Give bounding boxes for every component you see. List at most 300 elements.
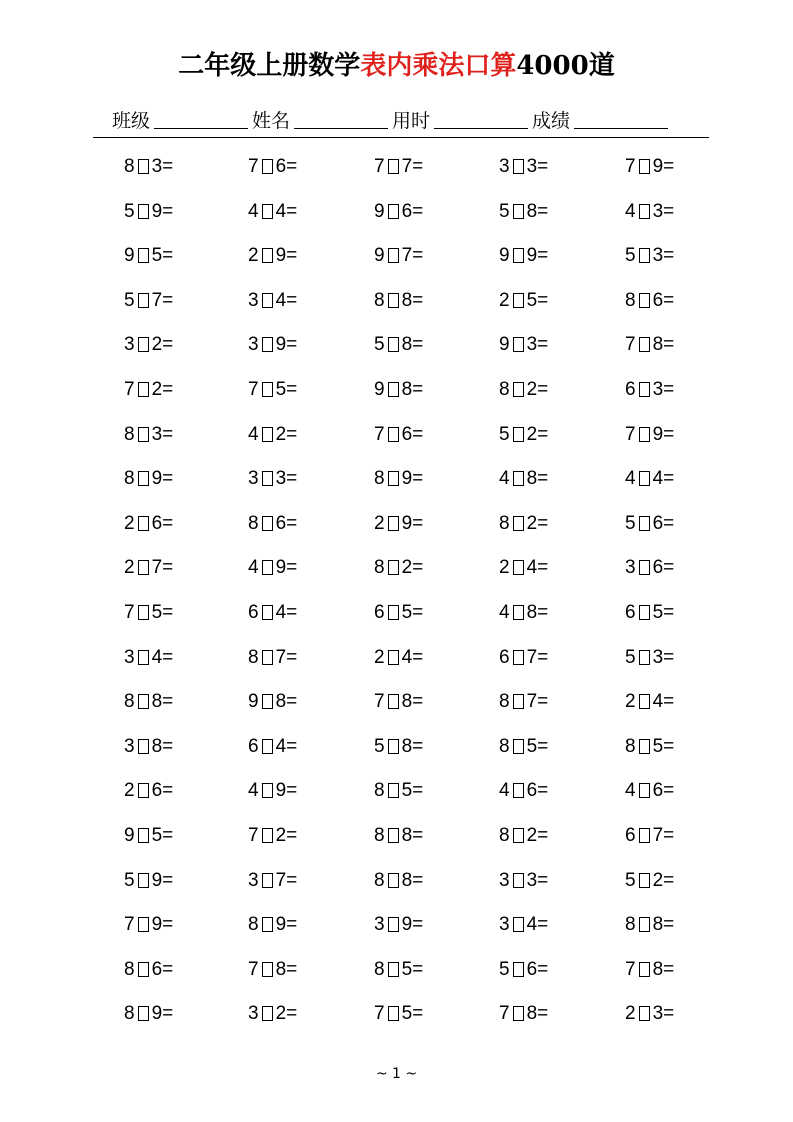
box-glyph-icon (513, 828, 524, 843)
problem-item (124, 816, 173, 861)
operand-b: 5 (401, 780, 413, 802)
problem-item (499, 147, 548, 192)
problem-item (625, 682, 674, 727)
box-glyph-icon (138, 427, 149, 442)
operand-b: 9 (401, 512, 413, 534)
operand-a: 8 (124, 958, 135, 980)
operand-b: 4 (151, 646, 163, 668)
problem-item (625, 370, 674, 415)
box-glyph-icon (639, 694, 650, 709)
operand-a: 5 (124, 200, 135, 222)
equals-sign: = (537, 646, 549, 668)
operand-a: 8 (374, 289, 385, 311)
box-glyph-icon (513, 248, 524, 263)
operand-b: 9 (151, 200, 163, 222)
operand-b: 6 (275, 156, 287, 177)
equals-sign: = (286, 557, 298, 579)
operand-b: 9 (275, 245, 287, 267)
box-glyph-icon (513, 159, 524, 174)
operand-b: 9 (401, 914, 413, 936)
equals-sign: = (286, 691, 298, 713)
problem-item (625, 548, 674, 593)
problem-row (124, 861, 724, 906)
problem-item (374, 727, 423, 772)
box-glyph-icon (513, 337, 524, 352)
box-glyph-icon (388, 605, 399, 620)
operand-b: 2 (526, 512, 538, 534)
operand-a: 8 (625, 735, 636, 757)
operand-a: 2 (374, 512, 385, 534)
box-glyph-icon (262, 694, 273, 709)
operand-b: 3 (526, 156, 538, 177)
box-glyph-icon (138, 293, 149, 308)
operand-a: 5 (625, 512, 636, 534)
box-glyph-icon (388, 1006, 399, 1021)
operand-a: 8 (499, 378, 510, 400)
problem-item (124, 147, 173, 192)
equals-sign: = (412, 869, 424, 891)
problem-item (124, 593, 173, 638)
box-glyph-icon (388, 516, 399, 531)
operand-b: 6 (652, 557, 664, 579)
equals-sign: = (412, 780, 424, 802)
box-glyph-icon (513, 783, 524, 798)
equals-sign: = (412, 334, 424, 356)
problem-row (124, 147, 724, 192)
class-label: 班级 (112, 110, 151, 132)
problem-item (499, 236, 548, 281)
operand-b: 6 (151, 780, 163, 802)
operand-b: 4 (275, 601, 287, 623)
problem-item (124, 548, 173, 593)
operand-b: 8 (401, 289, 413, 311)
student-info-line (112, 106, 672, 136)
box-glyph-icon (138, 337, 149, 352)
box-glyph-icon (513, 694, 524, 709)
page-title (0, 46, 793, 86)
operand-a: 2 (625, 691, 636, 713)
box-glyph-icon (513, 560, 524, 575)
operand-b: 4 (275, 735, 287, 757)
problem-row (124, 771, 724, 816)
operand-a: 8 (124, 468, 135, 490)
box-glyph-icon (138, 204, 149, 219)
equals-sign: = (162, 914, 174, 936)
operand-b: 2 (275, 824, 287, 846)
operand-a: 9 (374, 200, 385, 222)
operand-b: 6 (401, 423, 413, 445)
equals-sign: = (162, 958, 174, 980)
equals-sign: = (162, 378, 174, 400)
problem-item (248, 459, 297, 504)
operand-a: 8 (374, 468, 385, 490)
operand-b: 2 (275, 423, 287, 445)
equals-sign: = (412, 378, 424, 400)
equals-sign: = (663, 557, 675, 579)
box-glyph-icon (639, 427, 650, 442)
problem-item (499, 504, 548, 549)
problem-item (625, 504, 674, 549)
problem-item (499, 638, 548, 683)
equals-sign: = (412, 200, 424, 222)
equals-sign: = (412, 1003, 424, 1025)
box-glyph-icon (262, 471, 273, 486)
box-glyph-icon (388, 560, 399, 575)
box-glyph-icon (138, 650, 149, 665)
equals-sign: = (162, 557, 174, 579)
problem-item (248, 325, 297, 370)
problem-item (625, 727, 674, 772)
problem-item (374, 459, 423, 504)
operand-b: 7 (401, 156, 413, 177)
operand-a: 7 (124, 601, 135, 623)
operand-b: 2 (526, 824, 538, 846)
box-glyph-icon (262, 828, 273, 843)
problem-item (625, 905, 674, 950)
equals-sign: = (162, 646, 174, 668)
operand-b: 8 (401, 824, 413, 846)
operand-b: 9 (275, 780, 287, 802)
operand-b: 9 (151, 914, 163, 936)
equals-sign: = (663, 1003, 675, 1025)
operand-b: 7 (151, 289, 163, 311)
equals-sign: = (162, 289, 174, 311)
operand-a: 7 (374, 156, 385, 177)
problem-item (124, 281, 173, 326)
problem-item (499, 950, 548, 995)
operand-a: 9 (499, 245, 510, 267)
operand-a: 4 (499, 601, 510, 623)
box-glyph-icon (262, 337, 273, 352)
operand-a: 8 (625, 289, 636, 311)
problem-item (124, 905, 173, 950)
operand-a: 3 (374, 914, 385, 936)
problem-item (124, 504, 173, 549)
operand-a: 8 (248, 914, 259, 936)
equals-sign: = (412, 468, 424, 490)
box-glyph-icon (639, 337, 650, 352)
operand-b: 8 (151, 735, 163, 757)
equals-sign: = (663, 780, 675, 802)
box-glyph-icon (262, 159, 273, 174)
operand-a: 7 (625, 334, 636, 356)
problem-item (625, 950, 674, 995)
operand-b: 4 (526, 914, 538, 936)
equals-sign: = (663, 334, 675, 356)
operand-b: 9 (401, 468, 413, 490)
equals-sign: = (537, 423, 549, 445)
problem-item (124, 415, 173, 460)
time-blank (434, 108, 528, 129)
equals-sign: = (663, 245, 675, 267)
box-glyph-icon (513, 605, 524, 620)
equals-sign: = (286, 958, 298, 980)
equals-sign: = (537, 735, 549, 757)
title-part-3: 4000道 (516, 51, 615, 81)
equals-sign: = (162, 512, 174, 534)
page-number: ~ 1 ~ (375, 1066, 418, 1082)
operand-b: 9 (652, 423, 664, 445)
equals-sign: = (663, 156, 675, 177)
problem-item (248, 994, 297, 1039)
problem-row (124, 950, 724, 995)
problem-item (124, 861, 173, 906)
box-glyph-icon (388, 293, 399, 308)
operand-b: 9 (151, 869, 163, 891)
equals-sign: = (412, 914, 424, 936)
problem-item (248, 816, 297, 861)
operand-b: 3 (652, 245, 664, 267)
problem-item (625, 147, 674, 192)
equals-sign: = (663, 423, 675, 445)
operand-a: 8 (499, 512, 510, 534)
operand-b: 8 (652, 914, 664, 936)
operand-b: 7 (275, 869, 287, 891)
operand-b: 8 (275, 691, 287, 713)
box-glyph-icon (639, 739, 650, 754)
equals-sign: = (663, 958, 675, 980)
equals-sign: = (412, 958, 424, 980)
problem-row (124, 548, 724, 593)
problem-item (499, 727, 548, 772)
problem-item (124, 727, 173, 772)
operand-b: 8 (652, 334, 664, 356)
operand-a: 4 (248, 200, 259, 222)
operand-b: 8 (275, 958, 287, 980)
box-glyph-icon (513, 471, 524, 486)
operand-b: 8 (526, 200, 538, 222)
problem-item (499, 994, 548, 1039)
score-label: 成绩 (532, 110, 571, 132)
operand-a: 8 (625, 914, 636, 936)
operand-a: 4 (625, 200, 636, 222)
equals-sign: = (412, 601, 424, 623)
problem-item (374, 905, 423, 950)
problem-item (374, 504, 423, 549)
problem-row (124, 415, 724, 460)
box-glyph-icon (513, 293, 524, 308)
problem-row (124, 236, 724, 281)
problem-item (499, 548, 548, 593)
score-blank (574, 108, 668, 129)
operand-a: 3 (499, 914, 510, 936)
operand-a: 8 (124, 691, 135, 713)
equals-sign: = (162, 1003, 174, 1025)
box-glyph-icon (388, 917, 399, 932)
name-label: 姓名 (252, 110, 291, 132)
equals-sign: = (663, 914, 675, 936)
problem-item (374, 593, 423, 638)
operand-a: 8 (124, 156, 135, 177)
operand-a: 5 (374, 334, 385, 356)
problem-row (124, 593, 724, 638)
equals-sign: = (412, 512, 424, 534)
operand-a: 2 (625, 1003, 636, 1025)
equals-sign: = (537, 869, 549, 891)
box-glyph-icon (388, 873, 399, 888)
box-glyph-icon (513, 516, 524, 531)
box-glyph-icon (388, 828, 399, 843)
problem-item (374, 236, 423, 281)
box-glyph-icon (388, 739, 399, 754)
operand-a: 7 (625, 958, 636, 980)
equals-sign: = (537, 289, 549, 311)
box-glyph-icon (388, 471, 399, 486)
box-glyph-icon (513, 427, 524, 442)
equals-sign: = (537, 780, 549, 802)
equals-sign: = (162, 423, 174, 445)
operand-b: 2 (652, 869, 664, 891)
equals-sign: = (162, 735, 174, 757)
operand-a: 4 (625, 468, 636, 490)
problem-item (374, 638, 423, 683)
problem-item (248, 192, 297, 237)
operand-b: 9 (652, 156, 664, 177)
operand-a: 9 (374, 245, 385, 267)
equals-sign: = (286, 378, 298, 400)
problem-item (499, 459, 548, 504)
box-glyph-icon (138, 1006, 149, 1021)
name-blank (294, 108, 388, 129)
operand-a: 8 (248, 512, 259, 534)
equals-sign: = (412, 423, 424, 445)
operand-b: 7 (401, 245, 413, 267)
problem-row (124, 192, 724, 237)
operand-a: 2 (374, 646, 385, 668)
operand-b: 6 (275, 512, 287, 534)
operand-b: 6 (652, 780, 664, 802)
problem-item (124, 994, 173, 1039)
operand-a: 5 (625, 245, 636, 267)
operand-b: 5 (151, 601, 163, 623)
operand-b: 5 (401, 1003, 413, 1025)
operand-b: 2 (151, 334, 163, 356)
box-glyph-icon (388, 159, 399, 174)
operand-b: 6 (401, 200, 413, 222)
problem-row (124, 905, 724, 950)
box-glyph-icon (513, 382, 524, 397)
equals-sign: = (663, 735, 675, 757)
operand-a: 3 (625, 557, 636, 579)
operand-a: 5 (374, 735, 385, 757)
operand-a: 7 (248, 378, 259, 400)
box-glyph-icon (639, 471, 650, 486)
equals-sign: = (286, 200, 298, 222)
problem-item (499, 816, 548, 861)
operand-a: 5 (124, 869, 135, 891)
problem-row (124, 994, 724, 1039)
operand-b: 5 (652, 601, 664, 623)
operand-a: 9 (374, 378, 385, 400)
equals-sign: = (663, 869, 675, 891)
box-glyph-icon (262, 1006, 273, 1021)
operand-b: 6 (526, 780, 538, 802)
box-glyph-icon (639, 382, 650, 397)
box-glyph-icon (262, 650, 273, 665)
box-glyph-icon (138, 917, 149, 932)
box-glyph-icon (639, 650, 650, 665)
problem-item (248, 727, 297, 772)
equals-sign: = (162, 200, 174, 222)
problem-item (248, 548, 297, 593)
box-glyph-icon (639, 204, 650, 219)
operand-b: 5 (151, 245, 163, 267)
problem-item (499, 861, 548, 906)
box-glyph-icon (388, 382, 399, 397)
operand-b: 3 (652, 646, 664, 668)
operand-a: 8 (499, 824, 510, 846)
problem-item (248, 638, 297, 683)
equals-sign: = (412, 156, 424, 177)
operand-a: 6 (248, 601, 259, 623)
operand-a: 3 (499, 869, 510, 891)
operand-a: 8 (124, 423, 135, 445)
problem-item (124, 370, 173, 415)
operand-a: 3 (248, 289, 259, 311)
box-glyph-icon (513, 917, 524, 932)
problem-item (625, 325, 674, 370)
box-glyph-icon (513, 962, 524, 977)
box-glyph-icon (138, 783, 149, 798)
operand-a: 9 (499, 334, 510, 356)
equals-sign: = (663, 512, 675, 534)
box-glyph-icon (262, 248, 273, 263)
problem-row (124, 459, 724, 504)
problem-item (374, 861, 423, 906)
box-glyph-icon (138, 739, 149, 754)
operand-a: 5 (499, 423, 510, 445)
operand-b: 2 (151, 378, 163, 400)
operand-b: 9 (151, 468, 163, 490)
equals-sign: = (663, 824, 675, 846)
problem-item (124, 950, 173, 995)
operand-a: 2 (124, 780, 135, 802)
equals-sign: = (412, 735, 424, 757)
operand-b: 3 (652, 200, 664, 222)
box-glyph-icon (639, 783, 650, 798)
operand-b: 9 (151, 1003, 163, 1025)
operand-a: 7 (124, 378, 135, 400)
equals-sign: = (286, 646, 298, 668)
equals-sign: = (537, 1003, 549, 1025)
equals-sign: = (663, 468, 675, 490)
box-glyph-icon (262, 873, 273, 888)
problem-item (124, 459, 173, 504)
problem-item (625, 192, 674, 237)
box-glyph-icon (138, 605, 149, 620)
operand-b: 5 (401, 958, 413, 980)
problem-item (625, 415, 674, 460)
operand-a: 9 (124, 245, 135, 267)
equals-sign: = (537, 958, 549, 980)
equals-sign: = (537, 691, 549, 713)
operand-b: 3 (275, 468, 287, 490)
operand-b: 8 (526, 468, 538, 490)
box-glyph-icon (262, 427, 273, 442)
problem-item (248, 905, 297, 950)
operand-a: 7 (248, 156, 259, 177)
operand-b: 6 (526, 958, 538, 980)
operand-b: 5 (526, 289, 538, 311)
equals-sign: = (286, 468, 298, 490)
box-glyph-icon (639, 293, 650, 308)
problem-item (374, 816, 423, 861)
operand-a: 8 (374, 557, 385, 579)
operand-b: 8 (401, 691, 413, 713)
problem-row (124, 682, 724, 727)
problem-item (374, 994, 423, 1039)
operand-a: 4 (248, 423, 259, 445)
